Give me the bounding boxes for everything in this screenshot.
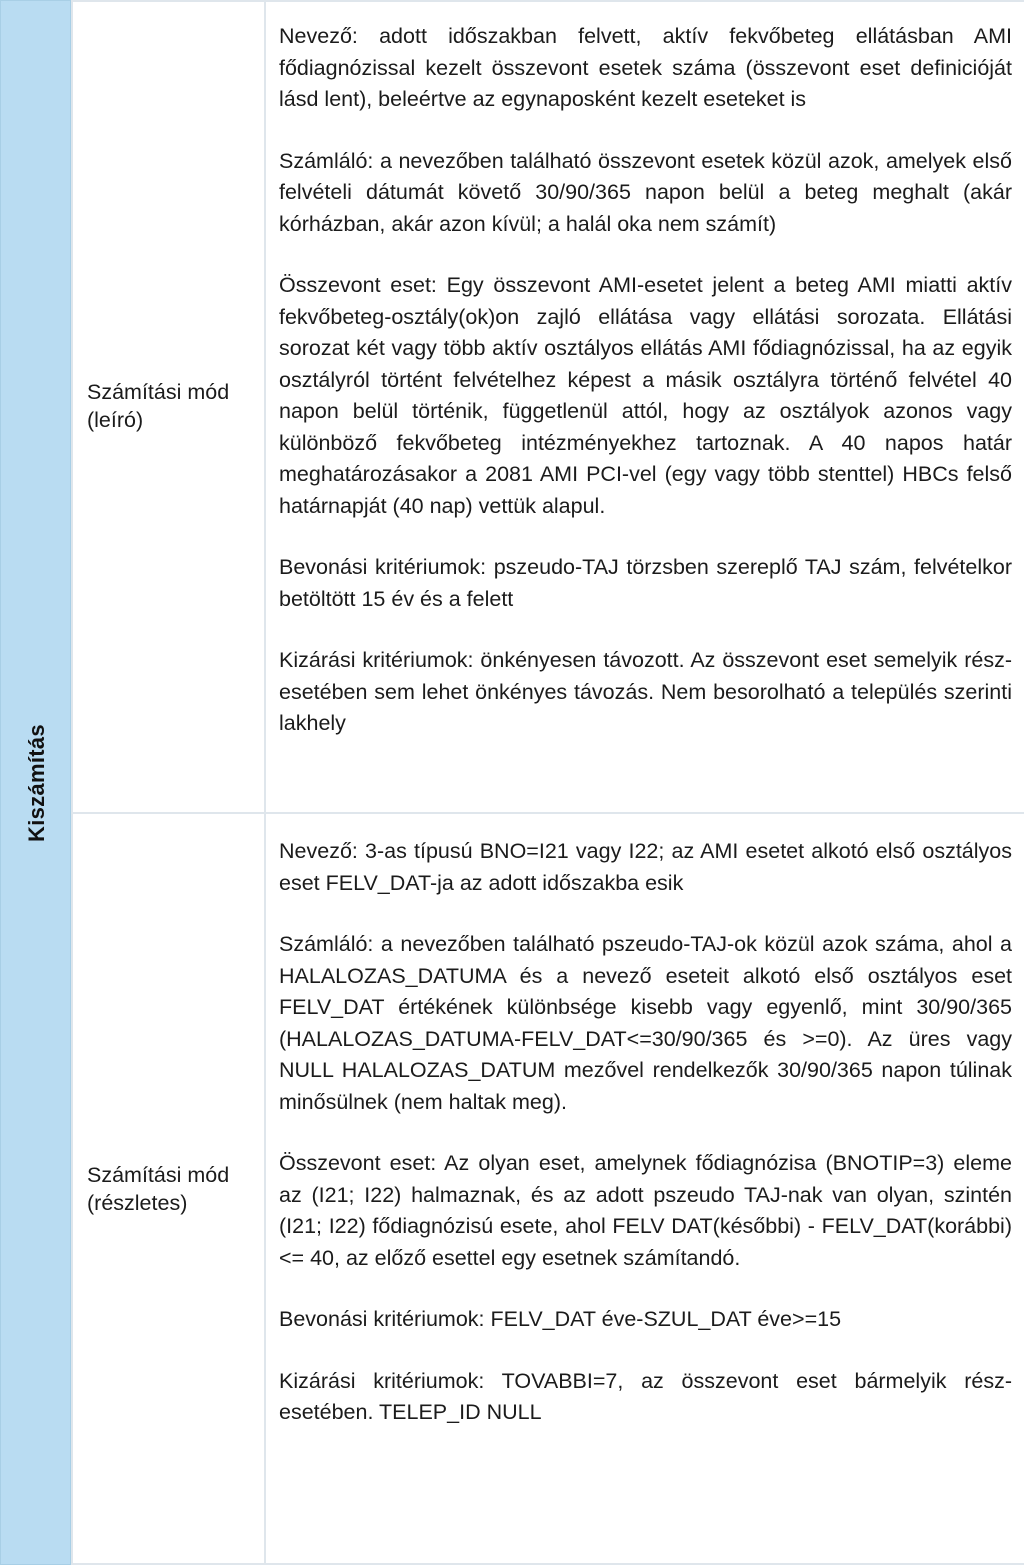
method-description-detailed — [279, 836, 1012, 1429]
inclusion-criteria-paragraph: Bevonási kritériumok: pszeudo-TAJ törzsben szereplő TAJ szám, felvételkor betöltött 15 év és a felett — [279, 555, 1012, 611]
numerator-paragraph: Számláló: a nevezőben található összevont esetek közül azok, amelyek első felvételi dátumát követő 30/90/365 napon belül a beteg meghalt (akár kórházban, akár azon kívül; a halál oka nem számít) — [279, 148, 1012, 236]
column-divider — [264, 0, 266, 1565]
method-description-descriptive — [279, 21, 1012, 740]
inclusion-criteria-paragraph: Bevonási kritériumok: FELV_DAT éve-SZUL_DAT éve>=15 — [279, 1307, 842, 1331]
row-divider — [71, 812, 1024, 814]
merged-case-paragraph: Összevont eset: Az olyan eset, amelynek fődiagnózisa (BNOTIP=3) eleme az (I21; I22) halmaznak, és az adott pszeudo TAJ-nak van olyan, szintén (I21; I22) fődiagnózisú esete, ahol FELV DAT(későbbi) - FELV_DAT(korábbi) <= 40, az előző esettel egy esetnek számítandó. — [279, 1151, 1012, 1270]
denominator-paragraph: Nevező: adott időszakban felvett, aktív fekvőbeteg ellátásban AMI fődiagnózissal kezelt összevont esetek száma (összevont eset definicióját lásd lent), beleértve az egynaposként kezelt eseteket is — [279, 24, 1012, 111]
method-label-line1: Számítási mód — [87, 1163, 230, 1187]
section-title: Kiszámítás — [24, 724, 49, 842]
method-label-detailed — [87, 1161, 257, 1217]
method-label-descriptive — [87, 378, 257, 434]
merged-case-paragraph: Összevont eset: Egy összevont AMI-esetet jelent a beteg AMI miatti aktív fekvőbeteg-osztály(ok)on zajló ellátása vagy ellátási sorozata. Ellátási sorozat két vagy több aktív osztályos ellátás AMI fődiagnózissal, ha az egyik osztályról történt felvételhez képest a másik osztályra történő felvétel 40 napon belül történik, függetlenül attól, hogy az osztályok azonos vagy különböző fekvőbeteg intézményekhez tartoznak. A 40 napos határ meghatározásakor a 2081 AMI PCI-vel (egy vagy több stenttel) HBCs felső határnapját (40 nap) vettük alapul. — [279, 273, 1012, 518]
section-sidebar — [0, 0, 71, 1565]
numerator-paragraph: Számláló: a nevezőben található pszeudo-TAJ-ok közül azok száma, ahol a HALALOZAS_DATUMA és a nevező eseteit alkotó első osztályos eset FELV_DAT értékének különbsége kisebb vagy egyenlő, mint 30/90/365 (HALALOZAS_DATUMA-FELV_DAT<=30/90/365 és >=0). Az üres vagy NULL HALALOZAS_DATUM mezővel rendelkezők 30/90/365 napon túlinak minősülnek (nem haltak meg). — [279, 932, 1012, 1114]
row-divider — [71, 0, 1024, 2]
method-label-line1: Számítási mód — [87, 380, 230, 404]
exclusion-criteria-paragraph: Kizárási kritériumok: önkényesen távozott. Az összevont eset semelyik rész-esetében sem lehet önkényes távozás. Nem besorolható a település szerinti lakhely — [279, 648, 1012, 735]
denominator-paragraph: Nevező: 3-as típusú BNO=I21 vagy I22; az AMI esetet alkotó első osztályos eset FELV_DAT-ja az adott időszakba esik — [279, 839, 1012, 895]
column-divider — [71, 0, 73, 1565]
method-label-line2: (részletes) — [87, 1191, 188, 1215]
method-label-line2: (leíró) — [87, 408, 144, 432]
exclusion-criteria-paragraph: Kizárási kritériumok: TOVABBI=7, az összevont eset bármelyik rész-esetében. TELEP_ID NULL — [279, 1368, 1012, 1424]
